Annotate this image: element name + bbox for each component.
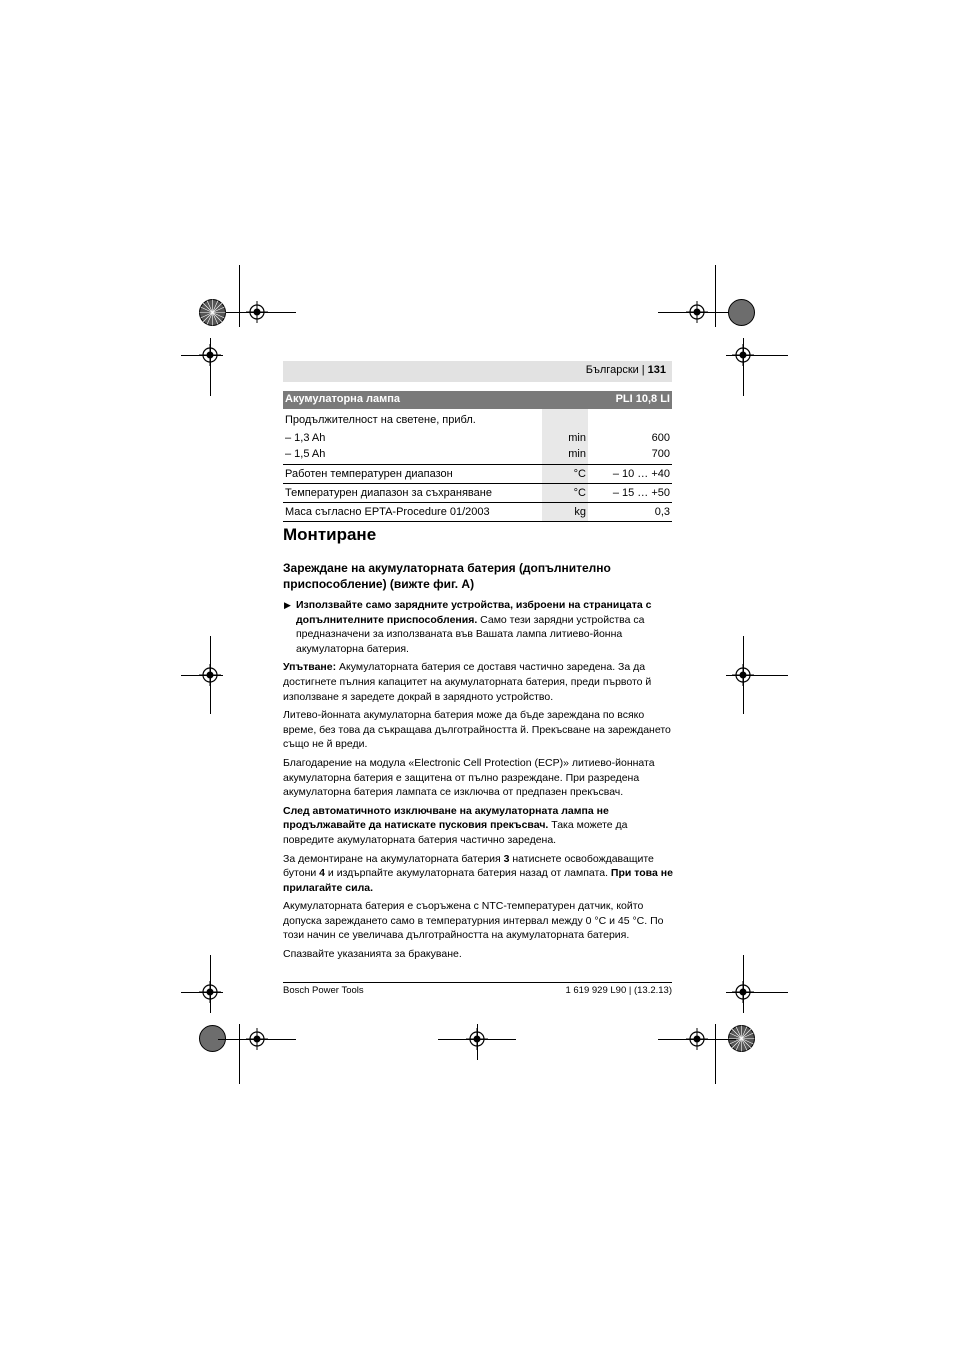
page-number: 131: [647, 364, 666, 376]
registration-crosshair-icon: [199, 344, 221, 366]
specs-model: PLI 10,8 LI: [588, 391, 672, 409]
specs-header-row: [283, 391, 672, 409]
table-row: Работен температурен диапазон °C – 10 … +40: [283, 465, 672, 484]
note-paragraph: Упътване: Акумулаторната батерия се доставя частично заредена. За да достигнете пълния капацитет на акумулаторната батерия, преди първото й използване я заредете докрай в зарядното устройство.: [283, 661, 652, 703]
header-language: Български: [585, 364, 639, 376]
table-row: Продължителност на светене, прибл.: [283, 409, 672, 428]
paragraph: Спазвайте указанията за бракуване.: [283, 948, 462, 961]
header-text: Български | 131: [585, 364, 666, 376]
registration-crosshair-icon: [246, 1028, 268, 1050]
registration-crosshair-icon: [732, 344, 754, 366]
registration-crosshair-icon: [732, 981, 754, 1003]
paragraph: Благодарение на модула «Electronic Cell Protection (ECP)» литиево-йонната акумулаторна батерия е защитена от пълно разреждане. При разредена акумулаторна батерия лампата се изключва от предпазен прекъсвач.: [283, 756, 655, 799]
footer-right: 1 619 929 L90 | (13.2.13): [565, 985, 672, 996]
specs-title: Акумулаторна лампа: [283, 391, 542, 409]
warning-paragraph: След автоматичното изключване на акумулаторната лампа не продължавайте да натискате пусковия прекъсвач. Така можете да повредите акумулаторната батерия частично заредена.: [283, 804, 628, 846]
section-title: Монтиране: [283, 525, 377, 544]
table-row: – 1,3 Ah min 600: [283, 428, 672, 446]
registration-crosshair-icon: [199, 981, 221, 1003]
registration-crosshair-icon: [246, 301, 268, 323]
registration-crosshair-icon: [199, 664, 221, 686]
registration-crosshair-icon: [732, 664, 754, 686]
registration-crosshair-icon: [686, 301, 708, 323]
starburst-target-icon: [198, 298, 227, 327]
registration-crosshair-icon: [686, 1028, 708, 1050]
table-row: – 1,5 Ah min 700: [283, 446, 672, 465]
specs-table: [283, 391, 672, 522]
paragraph: За демонтиране на акумулаторната батерия 3 натиснете освобождаващите бутони 4 и издърпайте акумулаторната батерия назад от лампата. При това не прилагайте сила.: [283, 852, 673, 894]
gray-target-icon: [727, 298, 756, 327]
section-subtitle: Зареждане на акумулаторната батерия (допълнително приспособление) (вижте фиг. A): [283, 561, 611, 591]
table-row: Маса съгласно EPTA-Procedure 01/2003 kg 0,3: [283, 503, 672, 522]
triangle-bullet-icon: ▶: [284, 600, 291, 610]
footer-left: Bosch Power Tools: [283, 985, 364, 996]
paragraph: Акумулаторната батерия е съоръжена с NTC-температурен датчик, който допуска зареждането само в температурния интервал между 0 °C и 45 °C. По този начин се увеличава дълготрайността на акумулаторната батерия.: [283, 900, 664, 942]
footer-divider: [283, 982, 672, 983]
page-header: [283, 361, 672, 382]
main-content: [283, 524, 673, 966]
bullet-paragraph: ▶ Използвайте само зарядните устройства, изброени на страницата с допълнителните приспособления. Само тези зарядни устройства са предназначени за използваната във Вашата лампа литиево-йонна акумулаторна батерия.: [284, 599, 652, 655]
table-row: Температурен диапазон за съхраняване °C – 15 … +50: [283, 484, 672, 503]
paragraph: Литево-йонната акумулаторна батерия може да бъде зареждана по всяко време, без това да съкращава дълготрайността й. Прекъсване на зареждането също не й вреди.: [283, 709, 671, 751]
